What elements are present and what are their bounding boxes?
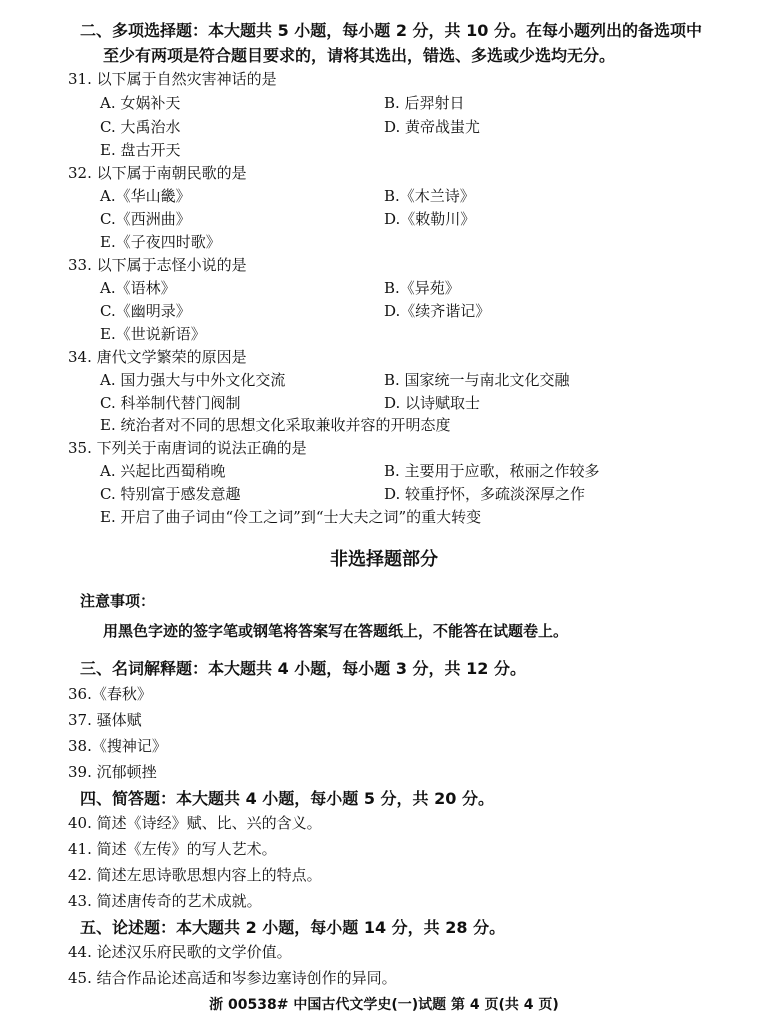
question-31-option-b: B. 后羿射日 <box>384 94 465 112</box>
question-35-option-d: D. 较重抒怀，多疏淡深厚之作 <box>384 485 586 503</box>
notice-text: 用黑色字迹的签字笔或钢笔将答案写在答题纸上，不能答在试题卷上。 <box>103 622 569 640</box>
section3-header: 三、名词解释题：本大题共 4 小题，每小题 3 分，共 12 分。 <box>80 659 526 678</box>
question-41: 41. 简述《左传》的写人艺术。 <box>68 840 277 858</box>
section4-header: 四、简答题：本大题共 4 小题，每小题 5 分，共 20 分。 <box>80 789 494 808</box>
question-33-option-e: E.《世说新语》 <box>100 325 206 343</box>
question-31-option-e: E. 盘古开天 <box>100 141 181 159</box>
question-34-option-a: A. 国力强大与中外文化交流 <box>100 371 286 389</box>
question-33-option-a: A.《语林》 <box>100 279 176 297</box>
question-32-option-c: C.《西洲曲》 <box>100 210 191 228</box>
question-34-stem: 34. 唐代文学繁荣的原因是 <box>68 348 247 366</box>
notice-label: 注意事项： <box>80 592 156 610</box>
question-33-option-b: B.《异苑》 <box>384 279 460 297</box>
question-37: 37. 骚体赋 <box>68 711 142 729</box>
question-32-option-b: B.《木兰诗》 <box>384 187 475 205</box>
question-31-option-d: D. 黄帝战蚩尤 <box>384 118 481 136</box>
question-34-option-e: E. 统治者对不同的思想文化采取兼收并容的开明态度 <box>100 416 451 434</box>
question-39: 39. 沉郁顿挫 <box>68 763 157 781</box>
question-38: 38.《搜神记》 <box>68 737 167 755</box>
question-31-stem: 31. 以下属于自然灾害神话的是 <box>68 70 277 88</box>
question-32-option-a: A.《华山畿》 <box>100 187 191 205</box>
question-33-option-c: C.《幽明录》 <box>100 302 191 320</box>
question-31-option-c: C. 大禹治水 <box>100 118 181 136</box>
question-35-option-c: C. 特别富于感发意趣 <box>100 485 241 503</box>
question-33-option-d: D.《续齐谐记》 <box>384 302 491 320</box>
question-33-stem: 33. 以下属于志怪小说的是 <box>68 256 247 274</box>
question-45: 45. 结合作品论述高适和岑参边塞诗创作的异同。 <box>68 969 397 987</box>
question-35-option-e: E. 开启了曲子词由“伶工之词”到“士大夫之词”的重大转变 <box>100 508 482 526</box>
question-43: 43. 简述唐传奇的艺术成就。 <box>68 892 262 910</box>
section5-header: 五、论述题：本大题共 2 小题，每小题 14 分，共 28 分。 <box>80 918 506 937</box>
question-44: 44. 论述汉乐府民歌的文学价值。 <box>68 943 292 961</box>
section2-header-line2: 至少有两项是符合题目要求的，请将其选出，错选、多选或少选均无分。 <box>103 46 616 65</box>
question-34-option-c: C. 科举制代替门阀制 <box>100 394 241 412</box>
question-35-option-b: B. 主要用于应歌，秾丽之作较多 <box>384 462 600 480</box>
question-35-stem: 35. 下列关于南唐词的说法正确的是 <box>68 439 307 457</box>
question-32-stem: 32. 以下属于南朝民歌的是 <box>68 164 247 182</box>
question-42: 42. 简述左思诗歌思想内容上的特点。 <box>68 866 322 884</box>
question-35-option-a: A. 兴起比西蜀稍晚 <box>100 462 226 480</box>
question-32-option-e: E.《子夜四时歌》 <box>100 233 221 251</box>
question-34-option-b: B. 国家统一与南北文化交融 <box>384 371 570 389</box>
question-31-option-a: A. 女娲补天 <box>100 94 181 112</box>
nonchoice-section-title: 非选择题部分 <box>330 549 438 570</box>
question-40: 40. 简述《诗经》赋、比、兴的含义。 <box>68 814 322 832</box>
question-32-option-d: D.《敕勒川》 <box>384 210 476 228</box>
question-34-option-d: D. 以诗赋取士 <box>384 394 481 412</box>
page-footer: 浙 00538# 中国古代文学史(一)试题 第 4 页(共 4 页) <box>209 997 559 1013</box>
question-36: 36.《春秋》 <box>68 685 152 703</box>
section2-header-line1: 二、多项选择题：本大题共 5 小题，每小题 2 分，共 10 分。在每小题列出的备选项中 <box>80 21 702 40</box>
